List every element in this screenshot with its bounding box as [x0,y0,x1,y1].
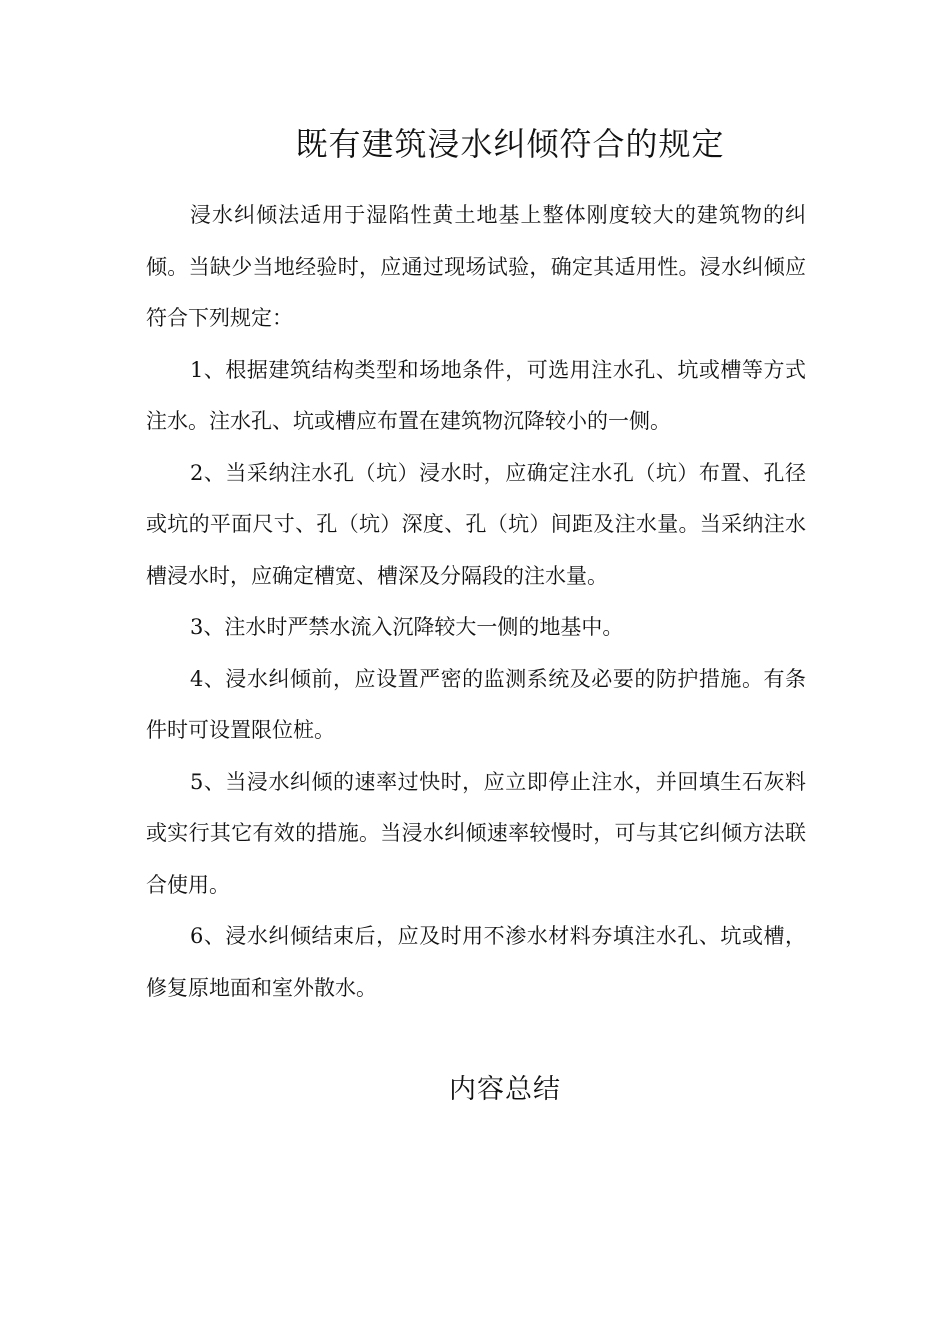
page-title: 既有建筑浸水纠倾符合的规定 [295,125,725,163]
intro-paragraph: 浸水纠倾法适用于湿陷性黄土地基上整体刚度较大的建筑物的纠倾。当缺少当地经验时，应通过现场试验，确定其适用性。浸水纠倾应符合下列规定： [146,203,806,330]
rule-4-paragraph: 4、浸水纠倾前，应设置严密的监测系统及必要的防护措施。有条件时可设置限位桩。 [146,666,806,742]
rule-6-paragraph: 6、浸水纠倾结束后，应及时用不渗水材料夯填注水孔、坑或槽，修复原地面和室外散水。 [146,924,806,1000]
rule-1-paragraph: 1、根据建筑结构类型和场地条件，可选用注水孔、坑或槽等方式注水。注水孔、坑或槽应布置在建筑物沉降较小的一侧。 [146,357,806,433]
document-body [146,190,806,1014]
rule-5-paragraph: 5、当浸水纠倾的速率过快时，应立即停止注水，并回填生石灰料或实行其它有效的措施。当浸水纠倾速率较慢时，可与其它纠倾方法联合使用。 [146,769,806,897]
summary-heading: 内容总结 [449,1074,561,1105]
rule-2-paragraph: 2、当采纳注水孔（坑）浸水时，应确定注水孔（坑）布置、孔径或坑的平面尺寸、孔（坑）深度、孔（坑）间距及注水量。当采纳注水槽浸水时，应确定槽宽、槽深及分隔段的注水量。 [146,460,806,588]
rule-3-paragraph: 3、注水时严禁水流入沉降较大一侧的地基中。 [190,615,624,639]
